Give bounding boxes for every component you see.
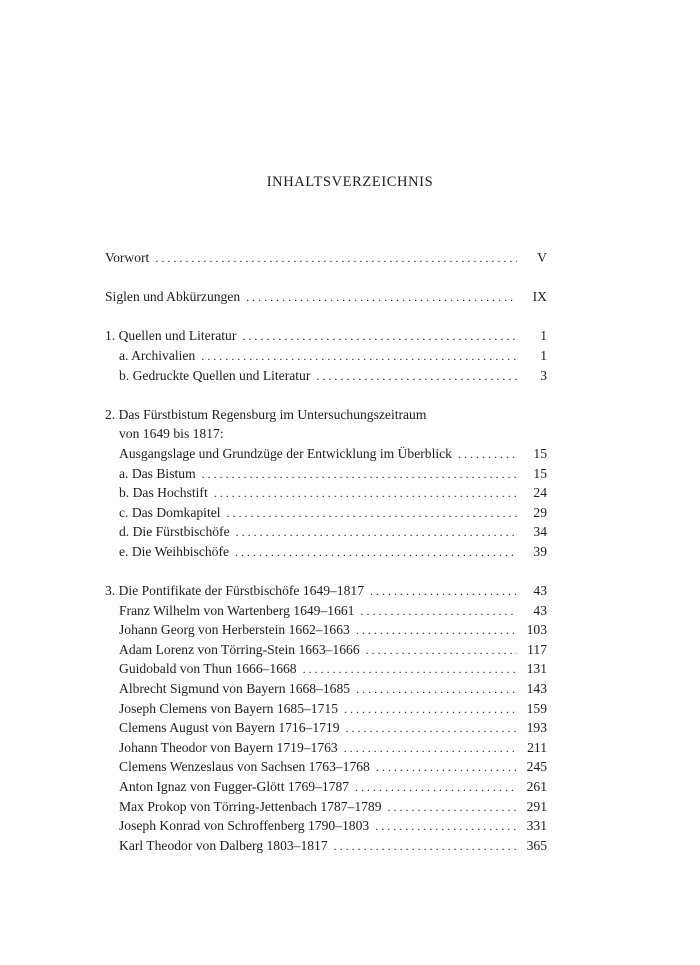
dot-leader xyxy=(155,249,517,269)
toc-entry-page-number: 15 xyxy=(533,465,547,481)
toc-entry-page-number: 261 xyxy=(526,779,547,795)
dot-leader xyxy=(303,660,517,680)
toc-entry xyxy=(105,581,547,601)
dot-leader xyxy=(202,465,517,485)
dot-leader xyxy=(344,700,517,720)
toc-section xyxy=(105,581,547,855)
dot-leader xyxy=(346,719,517,739)
dot-leader xyxy=(246,288,517,308)
toc-entry-title: Franz Wilhelm von Wartenberg 1649–1661 xyxy=(119,602,355,618)
toc-entry-title: 3. Die Pontifikate der Fürstbischöfe 1649–1817 xyxy=(105,583,364,599)
toc-entry-title: Max Prokop von Törring-Jettenbach 1787–1789 xyxy=(119,798,382,814)
toc-entry xyxy=(105,287,547,307)
toc-entry-page-number: 15 xyxy=(533,445,547,461)
toc-entry-title: a. Archivalien xyxy=(119,347,196,363)
toc-entry xyxy=(105,464,547,484)
toc-entry-title: Karl Theodor von Dalberg 1803–1817 xyxy=(119,837,328,853)
toc-entry xyxy=(105,738,547,758)
toc-entry xyxy=(105,248,547,268)
dot-leader xyxy=(356,621,517,641)
toc-section xyxy=(105,326,547,385)
toc-entry-title: Clemens August von Bayern 1716–1719 xyxy=(119,720,340,736)
toc-entry-page-number: 34 xyxy=(533,524,547,540)
toc-entry-title: Albrecht Sigmund von Bayern 1668–1685 xyxy=(119,681,351,697)
toc-entry-title: b. Das Hochstift xyxy=(119,485,208,501)
dot-leader xyxy=(366,641,517,661)
toc-entry xyxy=(105,757,547,777)
toc-entry-page-number: 193 xyxy=(526,720,547,736)
toc-entry-page-number: V xyxy=(537,250,547,265)
toc-entry-page-number: 211 xyxy=(527,739,547,755)
toc-entry xyxy=(105,522,547,542)
toc-entry-page-number: 29 xyxy=(533,504,547,520)
dot-leader xyxy=(214,484,517,504)
toc-entry xyxy=(105,424,547,444)
toc-entry xyxy=(105,718,547,738)
table-of-contents xyxy=(105,248,547,855)
dot-leader xyxy=(355,778,517,798)
dot-leader xyxy=(227,504,517,524)
dot-leader xyxy=(334,837,517,857)
toc-entry-title: Vorwort xyxy=(105,250,150,265)
toc-entry-page-number: 24 xyxy=(533,485,547,501)
dot-leader xyxy=(344,739,517,759)
dot-leader xyxy=(235,543,517,563)
toc-entry-title: Johann Georg von Herberstein 1662–1663 xyxy=(119,622,350,638)
dot-leader xyxy=(201,347,517,367)
toc-entry-title: Ausgangslage und Grundzüge der Entwicklung im Überblick xyxy=(119,445,452,461)
toc-entry xyxy=(105,483,547,503)
toc-entry xyxy=(105,699,547,719)
toc-entry-page-number: 43 xyxy=(533,583,547,599)
page-title: INHALTSVERZEICHNIS xyxy=(266,174,434,190)
toc-entry xyxy=(105,620,547,640)
toc-entry xyxy=(105,659,547,679)
dot-leader xyxy=(458,445,517,465)
toc-entry-page-number: 291 xyxy=(526,798,547,814)
toc-entry xyxy=(105,679,547,699)
dot-leader xyxy=(316,367,517,387)
dot-leader xyxy=(376,758,517,778)
toc-entry xyxy=(105,640,547,660)
toc-entry xyxy=(105,346,547,366)
toc-entry-title: d. Die Fürstbischöfe xyxy=(119,524,230,540)
toc-entry-page-number: 1 xyxy=(540,328,547,344)
toc-entry xyxy=(105,816,547,836)
toc-entry xyxy=(105,326,547,346)
toc-entry-page-number: 117 xyxy=(527,641,547,657)
toc-entry-page-number: 245 xyxy=(526,759,547,775)
toc-entry-title: Johann Theodor von Bayern 1719–1763 xyxy=(119,739,338,755)
toc-entry-page-number: 39 xyxy=(533,543,547,559)
toc-entry-title: Anton Ignaz von Fugger-Glött 1769–1787 xyxy=(119,779,350,795)
toc-entry-page-number: 103 xyxy=(526,622,547,638)
toc-entry-page-number: 331 xyxy=(526,818,547,834)
dot-leader xyxy=(236,523,517,543)
toc-entry-title: Joseph Konrad von Schroffenberg 1790–1803 xyxy=(119,818,370,834)
toc-entry-title: von 1649 bis 1817: xyxy=(119,426,224,442)
toc-entry-title: Siglen und Abkürzungen xyxy=(105,289,241,305)
toc-entry-page-number: 143 xyxy=(526,681,547,697)
toc-entry-page-number: 3 xyxy=(540,367,547,383)
toc-entry-title: a. Das Bistum xyxy=(119,465,196,481)
toc-entry xyxy=(105,797,547,817)
toc-entry-title: c. Das Domkapitel xyxy=(119,504,221,520)
toc-entry-title: Guidobald von Thun 1666–1668 xyxy=(119,661,297,677)
toc-entry-page-number: 365 xyxy=(526,837,547,853)
toc-entry xyxy=(105,366,547,386)
toc-entry xyxy=(105,777,547,797)
toc-entry-title: Adam Lorenz von Törring-Stein 1663–1666 xyxy=(119,641,360,657)
dot-leader xyxy=(242,327,517,347)
toc-entry xyxy=(105,503,547,523)
toc-entry-title: Clemens Wenzeslaus von Sachsen 1763–1768 xyxy=(119,759,370,775)
dot-leader xyxy=(370,582,517,602)
toc-entry-page-number: 43 xyxy=(533,602,547,618)
toc-section xyxy=(105,287,547,307)
toc-entry-page-number: 131 xyxy=(526,661,547,677)
toc-section xyxy=(105,405,547,562)
toc-entry-title: e. Die Weihbischöfe xyxy=(119,543,230,559)
dot-leader xyxy=(388,798,517,818)
toc-entry xyxy=(105,836,547,856)
toc-entry-title: 1. Quellen und Literatur xyxy=(105,328,237,344)
toc-entry xyxy=(105,405,547,425)
toc-entry-title: 2. Das Fürstbistum Regensburg im Untersuchungszeitraum xyxy=(105,406,427,422)
dot-leader xyxy=(356,680,517,700)
dot-leader xyxy=(375,817,517,837)
dot-leader xyxy=(360,602,517,622)
toc-section xyxy=(105,248,547,268)
toc-entry-page-number: 159 xyxy=(526,700,547,716)
toc-entry-page-number: IX xyxy=(532,289,547,305)
toc-entry xyxy=(105,601,547,621)
toc-entry-title: b. Gedruckte Quellen und Literatur xyxy=(119,367,311,383)
toc-entry xyxy=(105,542,547,562)
toc-entry-page-number: 1 xyxy=(540,347,547,363)
toc-entry-title: Joseph Clemens von Bayern 1685–1715 xyxy=(119,700,338,716)
toc-entry xyxy=(105,444,547,464)
